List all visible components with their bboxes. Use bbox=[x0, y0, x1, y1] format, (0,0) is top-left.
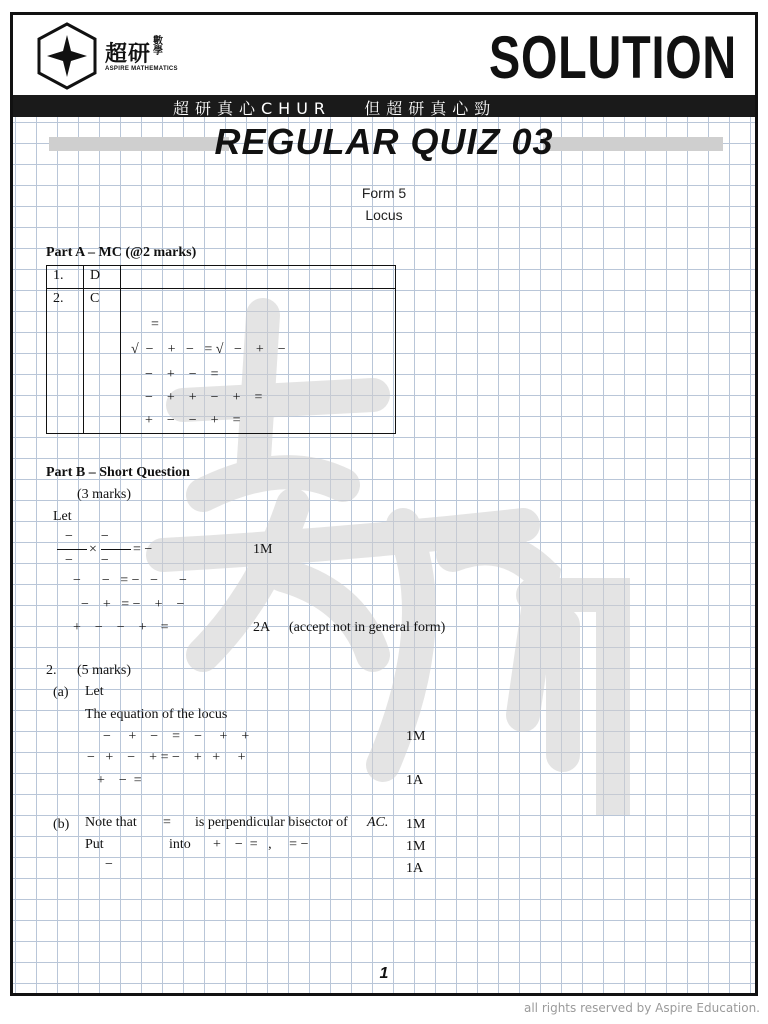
table-row bbox=[47, 289, 396, 434]
q2b-ac: AC. bbox=[367, 815, 389, 830]
mc-answer: D bbox=[84, 266, 121, 289]
q2b-mark-1A: 1A bbox=[406, 861, 424, 876]
working-line: √ − + − = √ − + − bbox=[131, 342, 286, 357]
topic-label: Locus bbox=[365, 207, 403, 223]
q2a-mark-1M: 1M bbox=[406, 729, 426, 744]
q1-mark-1M: 1M bbox=[253, 542, 273, 557]
q2b-put-equation: + − = , = − bbox=[213, 837, 309, 852]
q2b-text: is perpendicular bisector of bbox=[195, 815, 348, 830]
working-line: = bbox=[151, 317, 159, 332]
q2a-line: + − = bbox=[97, 773, 142, 788]
q1-line: − − = − − − bbox=[73, 573, 187, 588]
logo-english: ASPIRE MATHEMATICS bbox=[105, 66, 178, 72]
logo-text bbox=[105, 37, 178, 72]
working-line: + − − + = bbox=[145, 413, 241, 428]
q2b-mark-1M: 1M bbox=[406, 839, 426, 854]
q2b-note: Note that bbox=[85, 815, 137, 830]
q2a-equation-label: The equation of the locus bbox=[85, 707, 228, 722]
q1-let: Let bbox=[53, 509, 72, 524]
q2-number: 2. bbox=[46, 663, 57, 678]
question-number: 1. bbox=[47, 266, 84, 289]
quiz-title: REGULAR QUIZ 03 bbox=[214, 121, 554, 162]
page-number: 1 bbox=[379, 965, 389, 982]
header bbox=[13, 15, 755, 99]
working-cell bbox=[121, 289, 396, 434]
q2a-label: (a) bbox=[53, 685, 69, 700]
q1-marks: (3 marks) bbox=[77, 487, 132, 502]
q1-fraction-top: − − bbox=[65, 529, 109, 544]
q1-note: (accept not in general form) bbox=[289, 620, 446, 635]
form-label: Form 5 bbox=[361, 185, 407, 201]
q1-line: − + = − + − bbox=[81, 597, 185, 612]
question-number: 2. bbox=[47, 289, 84, 434]
q2a-let: Let bbox=[85, 684, 104, 699]
table-row bbox=[47, 266, 396, 289]
q1-fraction-bottom: − − bbox=[65, 553, 109, 568]
q2a-line: − + − + = − + + + bbox=[87, 750, 246, 765]
q1-times: × bbox=[89, 542, 101, 557]
q2b-mark-1M: 1M bbox=[406, 817, 426, 832]
q2b-line: − bbox=[105, 857, 113, 872]
q1-mark-2A: 2A bbox=[253, 620, 271, 635]
part-a-heading: Part A – MC (@2 marks) bbox=[46, 245, 197, 260]
q2a-mark-1A: 1A bbox=[406, 773, 424, 788]
working-line: − + − = bbox=[145, 367, 219, 382]
q2b-into: into bbox=[169, 837, 191, 852]
part-b-heading: Part B – Short Question bbox=[46, 465, 190, 480]
working-cell bbox=[121, 266, 396, 289]
q2b-label: (b) bbox=[53, 817, 70, 832]
logo-chinese-small: 數學 bbox=[153, 36, 164, 57]
slogan-text: 超研真心CHUR 但超研真心勁 bbox=[173, 99, 497, 118]
slogan-banner bbox=[13, 95, 755, 117]
q1-equals: = − bbox=[133, 542, 153, 557]
fraction-bar bbox=[101, 549, 131, 550]
worksheet-page bbox=[10, 12, 758, 996]
q2-marks: (5 marks) bbox=[77, 663, 132, 678]
q2a-line: − + − = − + + bbox=[103, 729, 250, 744]
aspire-logo-icon bbox=[35, 21, 99, 91]
copyright-footer: all rights reserved by Aspire Education. bbox=[523, 1001, 760, 1015]
q2b-put: Put bbox=[85, 837, 104, 852]
mc-answer: C bbox=[84, 289, 121, 434]
fraction-bar bbox=[57, 549, 87, 550]
working-line: − + + − + = bbox=[145, 390, 263, 405]
logo-chinese: 超研 bbox=[105, 42, 152, 67]
q2b-equals: = bbox=[163, 815, 171, 830]
q1-line: + − − + = bbox=[73, 620, 169, 635]
solution-label: SOLUTION bbox=[488, 24, 737, 91]
